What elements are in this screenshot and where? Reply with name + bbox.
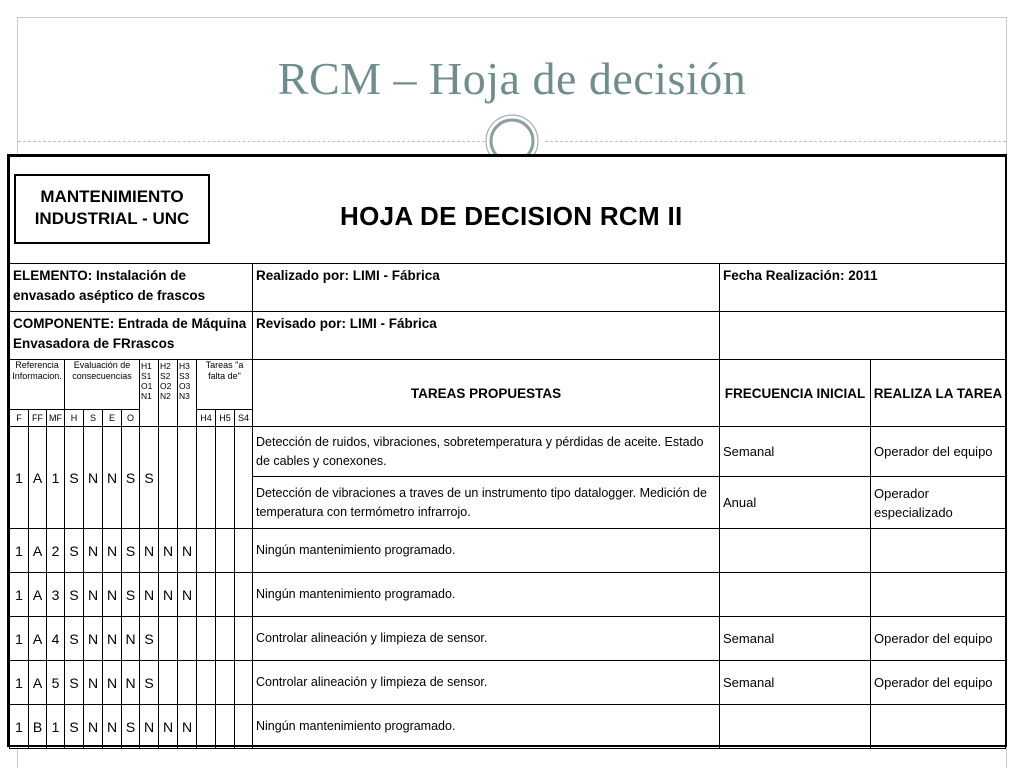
code-cell: 1 [10,617,29,661]
code-cell [159,661,178,705]
fecha-cell: Fecha Realización: 2011 [720,264,1006,312]
org-box [14,174,210,244]
code-cell: N [84,705,103,749]
code-cell: N [84,661,103,705]
frequency-cell: Semanal [720,661,871,705]
table-row [10,617,1006,661]
code-cell [197,705,216,749]
sub-header-cell: H5 [216,410,235,427]
code-cell: N [84,617,103,661]
revisado-cell: Revisado por: LIMI - Fábrica [253,312,720,360]
code-cell [197,573,216,617]
code-cell: N [140,705,159,749]
referencia-header: Referencia Informacion. [10,360,65,410]
org-line-1: MANTENIMIENTO [40,187,184,206]
code-cell [216,661,235,705]
code-cell: N [103,661,122,705]
code-cell: S [65,529,84,573]
code-cell: N [103,573,122,617]
code-cell: A [29,661,47,705]
frequency-cell: Anual [720,477,871,529]
table-row [10,661,1006,705]
sub-header-cell: E [103,410,122,427]
code-cell: N [84,529,103,573]
code-cell [235,573,253,617]
code-cell: N [103,617,122,661]
responsible-cell [871,705,1006,749]
empty-meta-cell [720,312,1006,360]
code-cell [159,427,178,529]
task-cell: Ningún mantenimiento programado. [253,529,720,573]
code-cell: N [159,573,178,617]
code-cell: N [103,529,122,573]
componente-cell: COMPONENTE: Entrada de Máquina Envasadora de FRrascos [10,312,253,360]
task-cell: Detección de vibraciones a traves de un instrumento tipo datalogger. Medición de temperatura con termómetro infrarrojo. [253,477,720,529]
org-line-2: INDUSTRIAL - UNC [34,209,190,228]
h1-header: H1 S1 O1 N1 [140,360,159,427]
code-cell: 5 [47,661,65,705]
elemento-cell: ELEMENTO: Instalación de envasado aséptico de frascos [10,264,253,312]
code-cell: N [178,573,197,617]
code-cell: A [29,529,47,573]
responsible-cell: Operador del equipo [871,617,1006,661]
code-cell: N [103,427,122,529]
code-cell: 3 [47,573,65,617]
title-divider-right [545,141,1006,142]
code-cell [178,617,197,661]
code-cell [197,617,216,661]
code-cell [178,661,197,705]
code-cell [178,427,197,529]
code-cell [216,427,235,529]
code-cell: N [178,529,197,573]
code-cell [197,427,216,529]
sub-header-cell: MF [47,410,65,427]
sub-header-cell: S [84,410,103,427]
h3-header: H3 S3 O3 N3 [178,360,197,427]
code-cell: 1 [10,661,29,705]
frequency-cell: Semanal [720,427,871,477]
task-cell: Detección de ruidos, vibraciones, sobretemperatura y pérdidas de aceite. Estado de cables y conexones. [253,427,720,477]
code-cell: N [178,705,197,749]
frecuencia-header: FRECUENCIA INICIAL [720,360,871,427]
code-cell [235,427,253,529]
task-cell: Ningún mantenimiento programado. [253,705,720,749]
code-cell: S [65,427,84,529]
code-cell [216,705,235,749]
responsible-cell: Operador especializado [871,477,1006,529]
code-cell: S [140,427,159,529]
task-cell: Controlar alineación y limpieza de sensor. [253,661,720,705]
tareas-propuestas-header: TAREAS PROPUESTAS [253,360,720,427]
code-cell: S [65,617,84,661]
code-cell: 1 [47,427,65,529]
data-body [10,427,1006,749]
code-cell [235,705,253,749]
code-cell: S [122,427,140,529]
code-cell: N [140,573,159,617]
sheet-title: HOJA DE DECISION RCM II [340,201,683,231]
code-cell: N [122,617,140,661]
code-cell: S [65,661,84,705]
code-cell [235,661,253,705]
table-row [10,573,1006,617]
code-cell [216,529,235,573]
sub-header-cell: FF [29,410,47,427]
realizado-cell: Realizado por: LIMI - Fábrica [253,264,720,312]
title-divider-left [18,141,485,142]
decision-table [9,156,1006,749]
code-cell: A [29,573,47,617]
code-cell: S [65,573,84,617]
table-row [10,705,1006,749]
code-cell: S [122,705,140,749]
frequency-cell: Semanal [720,617,871,661]
slide-title: RCM – Hoja de decisión [277,53,747,104]
code-cell [197,661,216,705]
sub-header-cell: S4 [235,410,253,427]
code-cell: S [140,661,159,705]
sub-header-cell: F [10,410,29,427]
responsible-cell [871,573,1006,617]
code-cell: N [159,529,178,573]
code-cell: 1 [10,705,29,749]
code-cell: A [29,427,47,529]
realiza-header: REALIZA LA TAREA [871,360,1006,427]
frequency-cell [720,573,871,617]
code-cell: 4 [47,617,65,661]
sub-header-cell: H [65,410,84,427]
responsible-cell: Operador del equipo [871,427,1006,477]
decision-sheet [7,154,1007,747]
code-cell [216,617,235,661]
task-cell: Ningún mantenimiento programado. [253,573,720,617]
code-cell: 2 [47,529,65,573]
sub-header-cell: O [122,410,140,427]
code-cell [235,529,253,573]
frequency-cell [720,529,871,573]
evaluacion-header: Evaluación de consecuencias [65,360,140,410]
code-cell: N [84,573,103,617]
code-cell: 1 [47,705,65,749]
code-cell: N [159,705,178,749]
code-cell: S [65,705,84,749]
code-cell: A [29,617,47,661]
task-cell: Controlar alineación y limpieza de sensor. [253,617,720,661]
frequency-cell [720,705,871,749]
code-cell: S [122,573,140,617]
code-cell: S [122,529,140,573]
responsible-cell [871,529,1006,573]
code-cell [197,529,216,573]
tareas-falta-header: Tareas "a falta de" [197,360,253,410]
code-cell [159,617,178,661]
code-cell: 1 [10,573,29,617]
code-cell: 1 [10,427,29,529]
responsible-cell: Operador del equipo [871,661,1006,705]
code-cell: N [84,427,103,529]
sub-header-cell: H4 [197,410,216,427]
table-row [10,427,1006,477]
code-cell [216,573,235,617]
code-cell: B [29,705,47,749]
code-cell [235,617,253,661]
code-cell: N [140,529,159,573]
h2-header: H2 S2 O2 N2 [159,360,178,427]
code-cell: 1 [10,529,29,573]
sheet-header [10,157,1006,264]
code-cell: S [140,617,159,661]
table-row [10,529,1006,573]
code-cell: N [103,705,122,749]
code-cell: N [122,661,140,705]
